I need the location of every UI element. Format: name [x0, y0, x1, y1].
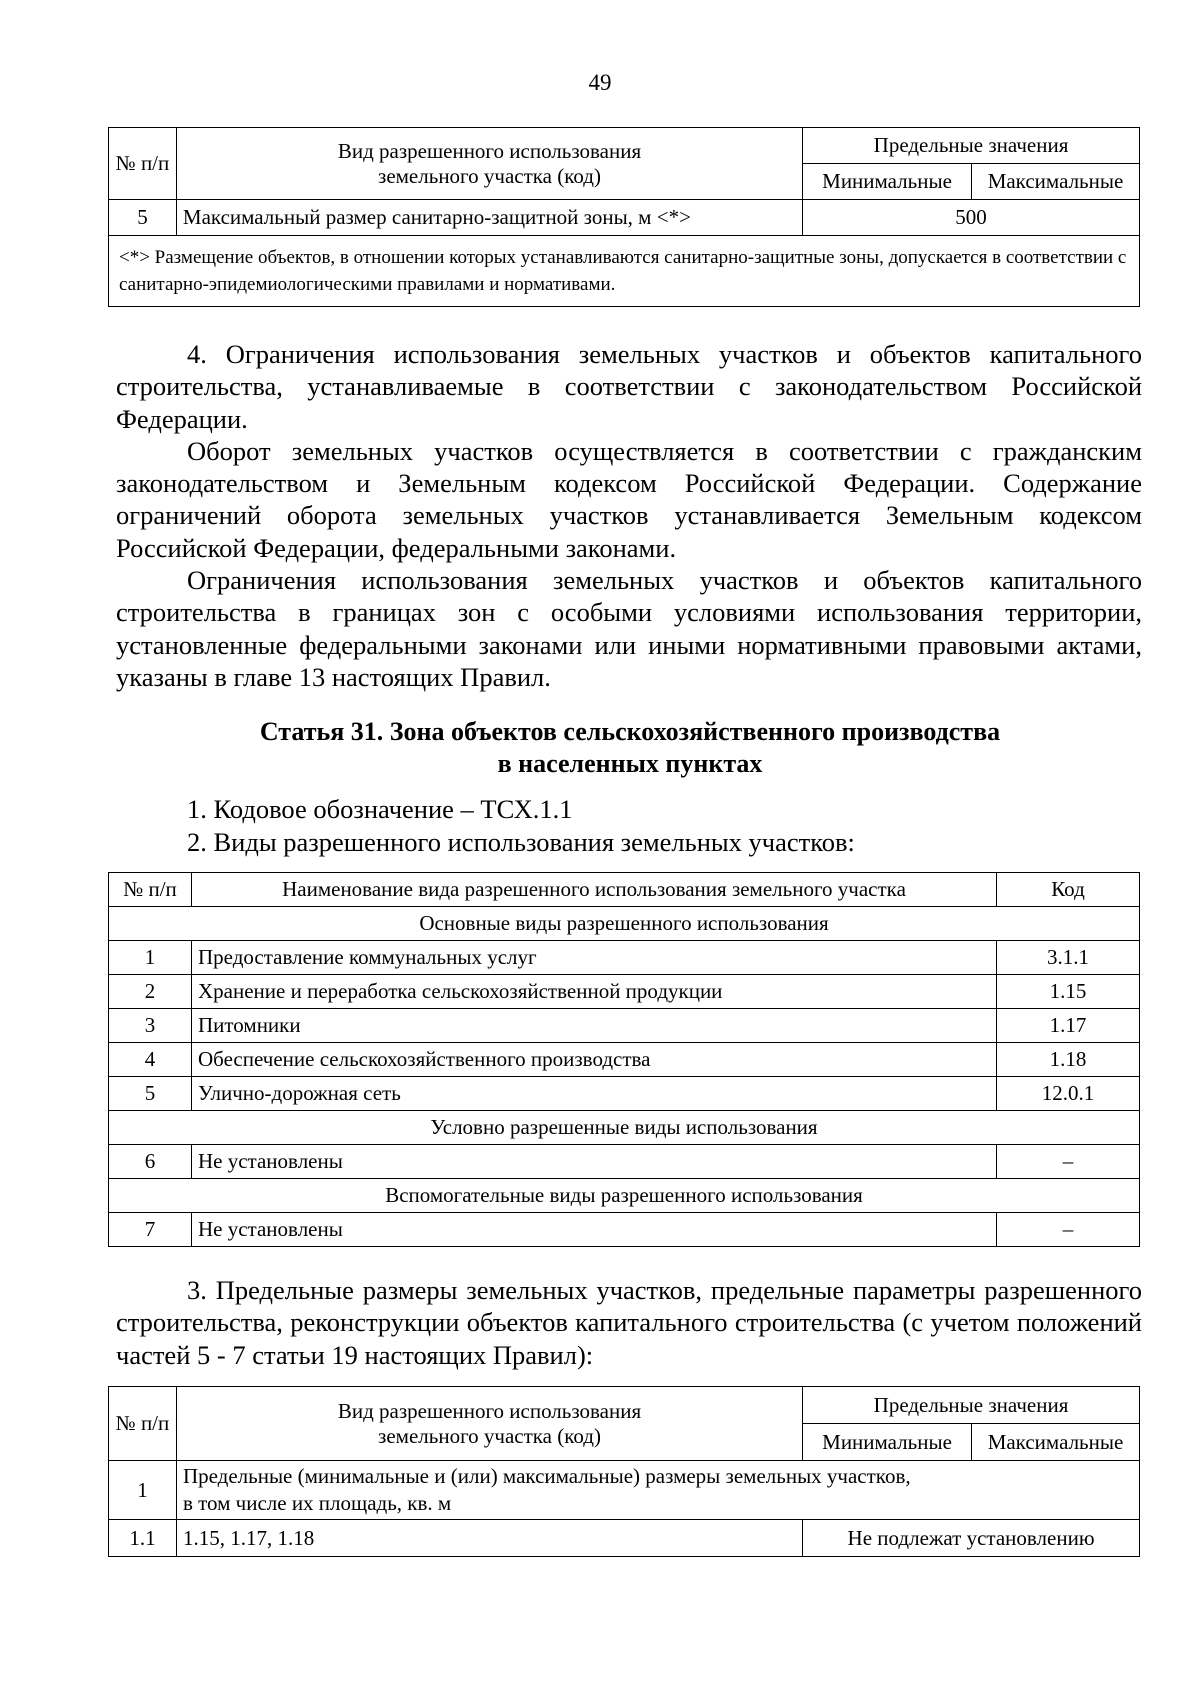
row-num: 5 — [109, 200, 177, 236]
article-title-line2: в населенных пунктах — [497, 749, 763, 778]
row-code: 12.0.1 — [997, 1077, 1140, 1111]
limits-table-bottom — [108, 1386, 1140, 1557]
col-header-num: № п/п — [109, 1387, 177, 1461]
row-num: 1 — [109, 941, 192, 975]
group-title-auxiliary: Вспомогательные виды разрешенного использования — [109, 1179, 1140, 1213]
table-row — [109, 200, 1140, 236]
row-codes: 1.15, 1.17, 1.18 — [176, 1520, 802, 1557]
page-number: 49 — [588, 70, 612, 95]
row-num: 1 — [109, 1461, 177, 1520]
col-header-max: Максимальные — [972, 1424, 1140, 1461]
row-name: Предоставление коммунальных услуг — [192, 941, 997, 975]
article-title-line1: Статья 31. Зона объектов сельскохозяйственного производства — [259, 717, 1001, 746]
row-code: 1.17 — [997, 1009, 1140, 1043]
table-footnote: <*> Размещение объектов, в отношении которых устанавливаются санитарно-защитные зоны, допускается в соответствии с санитарно-эпидемиологическими правилами и нормативами. — [109, 236, 1140, 307]
col-header-type-line2: земельного участка (код) — [378, 1423, 601, 1448]
section-4-paragraph-1: 4. Ограничения использования земельных участков и объектов капитального строительства, устанавливаемые в соответствии с законодательством Российской Федерации. — [116, 339, 1142, 434]
row-name: Обеспечение сельскохозяйственного производства — [192, 1043, 997, 1077]
col-header-limits: Предельные значения — [803, 128, 1140, 164]
row-text — [176, 1461, 1139, 1520]
list-item-code: 1. Кодовое обозначение – ТСХ.1.1 — [187, 794, 573, 824]
row-num: 7 — [109, 1213, 192, 1247]
table-row — [109, 941, 1140, 975]
table-row — [109, 1213, 1140, 1247]
row-name: Не установлены — [192, 1213, 997, 1247]
article-heading — [0, 716, 1200, 780]
table-row — [109, 1461, 1140, 1520]
table-row — [109, 1145, 1140, 1179]
group-title-main: Основные виды разрешенного использования — [109, 907, 1140, 941]
group-title-conditional: Условно разрешенные виды использования — [109, 1111, 1140, 1145]
col-header-type-line2: земельного участка (код) — [378, 163, 601, 188]
section-4-paragraph-2: Оборот земельных участков осуществляется в соответствии с гражданским законодательством и Земельным кодексом Российской Федерации. Содержание ограничений оборота земельных участков устанавливается Земельным кодексом Российской Федерации, федеральными законами. — [116, 435, 1142, 563]
row-text-line2: в том числе их площадь, кв. м — [182, 1491, 452, 1515]
col-header-name: Наименование вида разрешенного использования земельного участка — [192, 873, 997, 907]
table-row — [109, 1009, 1140, 1043]
table-row — [109, 1520, 1140, 1557]
col-header-min: Минимальные — [803, 1424, 972, 1461]
section-3-text — [116, 1274, 1142, 1371]
list-item-types: 2. Виды разрешенного использования земельных участков: — [187, 827, 855, 857]
row-num: 1.1 — [109, 1520, 177, 1557]
row-code: 1.18 — [997, 1043, 1140, 1077]
section-4-text — [116, 338, 1142, 693]
row-name: Не установлены — [192, 1145, 997, 1179]
row-label: Максимальный размер санитарно-защитной зоны, м <*> — [176, 200, 802, 236]
row-code: – — [997, 1213, 1140, 1247]
row-code: 3.1.1 — [997, 941, 1140, 975]
col-header-limits: Предельные значения — [803, 1387, 1140, 1424]
row-name: Хранение и переработка сельскохозяйственной продукции — [192, 975, 997, 1009]
col-header-code: Код — [997, 873, 1140, 907]
col-header-num: № п/п — [109, 873, 192, 907]
col-header-type-line1: Вид разрешенного использования — [337, 1398, 642, 1423]
col-header-type-line1: Вид разрешенного использования — [337, 138, 642, 163]
row-num: 3 — [109, 1009, 192, 1043]
row-num: 4 — [109, 1043, 192, 1077]
row-num: 6 — [109, 1145, 192, 1179]
row-code: – — [997, 1145, 1140, 1179]
table-row — [109, 975, 1140, 1009]
row-name: Улично-дорожная сеть — [192, 1077, 997, 1111]
row-num: 2 — [109, 975, 192, 1009]
section-3-paragraph-1: 3. Предельные размеры земельных участков, предельные параметры разрешенного строительства, реконструкции объектов капитального строительства (с учетом положений частей 5 - 7 статьи 19 настоящих Правил): — [116, 1275, 1142, 1370]
row-code: 1.15 — [997, 975, 1140, 1009]
row-text-line1: Предельные (минимальные и (или) максимальные) размеры земельных участков, — [182, 1464, 911, 1488]
col-header-type — [176, 1387, 802, 1461]
table-row — [109, 1077, 1140, 1111]
row-value: Не подлежат установлению — [803, 1520, 1140, 1557]
row-value: 500 — [803, 200, 1140, 236]
col-header-max: Максимальные — [972, 164, 1140, 200]
col-header-type — [176, 128, 802, 200]
col-header-num: № п/п — [109, 128, 177, 200]
row-num: 5 — [109, 1077, 192, 1111]
row-name: Питомники — [192, 1009, 997, 1043]
section-4-paragraph-3: Ограничения использования земельных участков и объектов капитального строительства в границах зон с особыми условиями использования территории, установленные федеральными законами или иными нормативными правовыми актами, указаны в главе 13 настоящих Правил. — [116, 565, 1142, 692]
limits-table-top — [108, 127, 1140, 307]
permitted-use-table — [108, 872, 1140, 1247]
table-row — [109, 1043, 1140, 1077]
col-header-min: Минимальные — [803, 164, 972, 200]
